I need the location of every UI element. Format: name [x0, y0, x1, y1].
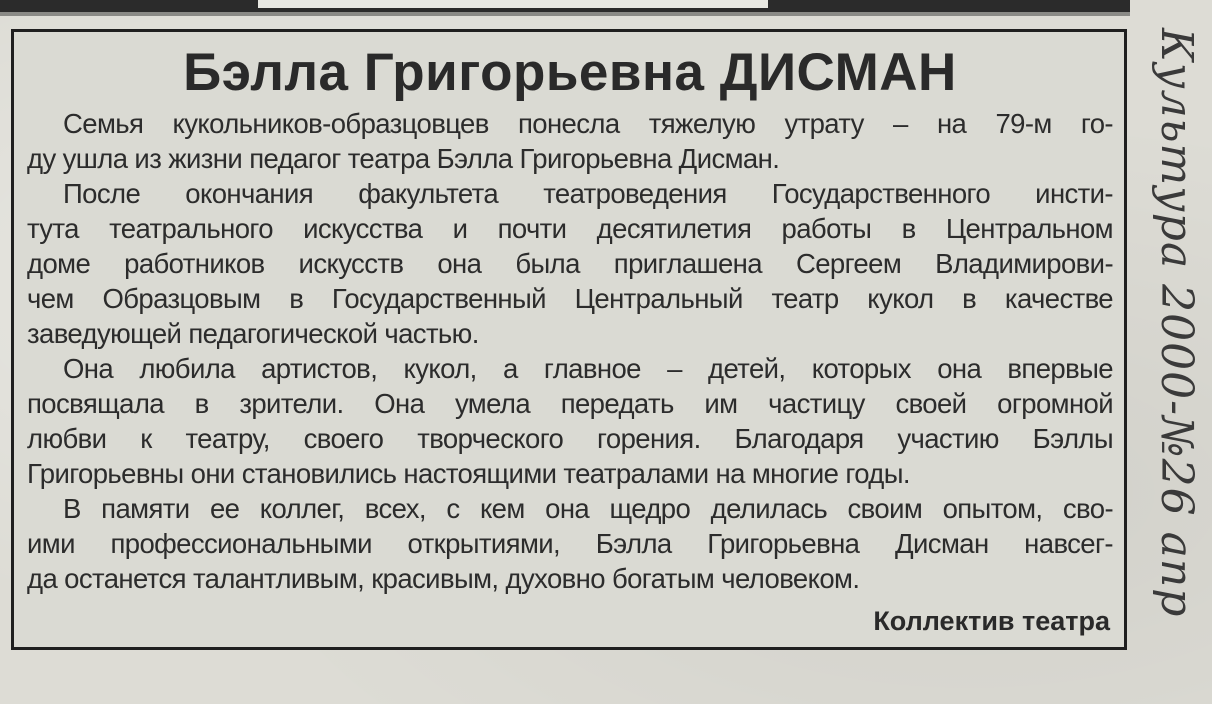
text-line: В памяти ее коллег, всех, с кем она щедро делилась своим опытом, сво-	[63, 493, 1113, 524]
top-border-gap	[258, 0, 768, 8]
text-line: любви к театру, своего творческого горения. Благодаря участию Бэллы	[27, 423, 1113, 454]
top-border-strip	[0, 0, 1130, 18]
text-line: чем Образцовым в Государственный Центральный театр кукол в качестве	[27, 283, 1113, 314]
obituary-body	[27, 106, 1113, 596]
text-line: доме работников искусств она была приглашена Сергеем Владимирови-	[27, 248, 1113, 279]
text-line: заведующей педагогической частью.	[27, 318, 479, 349]
text-line: ду ушла из жизни педагог театра Бэлла Григорьевна Дисман.	[27, 143, 780, 174]
obituary-signature: Коллектив театра	[873, 606, 1110, 636]
text-line: посвящала в зрители. Она умела передать им частицу своей огромной	[27, 388, 1113, 419]
text-line: Семья кукольников-образцовцев понесла тяжелую утрату – на 79-м го-	[63, 108, 1113, 139]
text-line: После окончания факультета театроведения Государственного инсти-	[63, 178, 1113, 209]
text-line: Григорьевны они становились настоящими театралами на многие годы.	[27, 458, 910, 489]
text-line: тута театрального искусства и почти десятилетия работы в Центральном	[27, 213, 1113, 244]
text-line: ими профессиональными открытиями, Бэлла Григорьевна Дисман навсег-	[27, 528, 1113, 559]
text-line: Она любила артистов, кукол, а главное – детей, которых она впервые	[63, 353, 1113, 384]
obituary-title: Бэлла Григорьевна ДИСМАН	[183, 43, 957, 102]
text-line: да останется талантливым, красивым, духовно богатым человеком.	[27, 563, 860, 594]
handwritten-margin-note: Культура 2000-№26 апр	[1151, 28, 1202, 618]
